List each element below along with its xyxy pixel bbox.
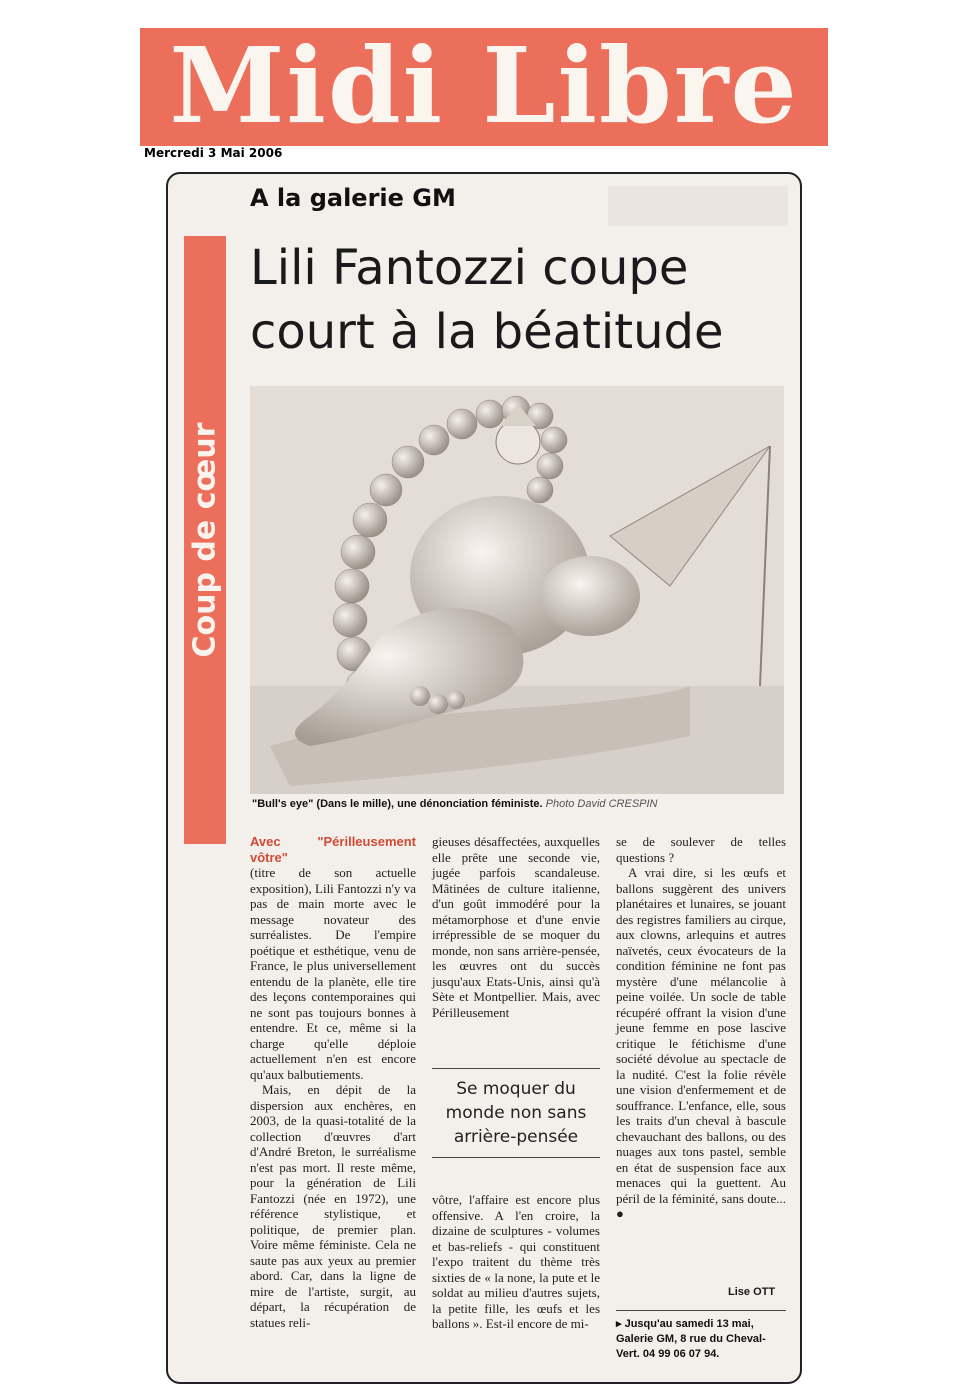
photo-caption <box>252 798 786 810</box>
article-column-3 <box>616 834 786 1222</box>
column-1-paragraph-1: (titre de son actuelle exposition), Lili Fantozzi n'y va pas de main morte avec le message novateur des surréalistes. De l'empire poétique et esthétique, venu de France, le plus universellement entendu de la planète, elle tire des leçons contemporaines qui ne sont pas toujours bonnes à entendre. Et ce, même si la charge qu'elle déploie actuellement n'en est encore qu'aux balbutiements. <box>250 865 416 1082</box>
article-kicker: A la galerie GM <box>250 184 456 212</box>
article-headline: Lili Fantozzi coupe court à la béatitude <box>250 240 724 360</box>
article-column-2-continued <box>432 1192 600 1332</box>
column-3-paragraph-1: se de soulever de telles questions ? <box>616 834 786 865</box>
pull-quote: Se moquer du monde non sans arrière-pensée <box>432 1068 600 1158</box>
article-column-2 <box>432 834 600 1020</box>
column-1-paragraph-2: Mais, en dépit de la dispersion aux enchères, en 2003, de la quasi-totalité de la collection d'œuvres d'art d'André Breton, le surréalisme n'est pas mort. Il reste même, pour la génération de Lili Fantozzi (née en 1972), une référence stylistique, et politique, de premier plan. Voire même féministe. Cela ne saute pas aux yeux au premier abord. Car, dans la ligne de mire de l'artiste, surgit, au départ, la récupération de statues reli- <box>250 1082 416 1330</box>
caption-title: "Bull's eye" (Dans le mille), une dénonciation féministe. <box>252 798 543 810</box>
photo-credit: Photo David CRESPIN <box>545 798 658 810</box>
article-column-1 <box>250 834 416 1330</box>
article-clipping <box>166 172 802 1384</box>
exhibition-info: ▸ Jusqu'au samedi 13 mai, Galerie GM, 8 rue du Cheval-Vert. 04 99 06 07 94. <box>616 1310 786 1362</box>
sculpture-photo-image <box>250 386 784 794</box>
author-signature: Lise OTT <box>728 1286 776 1298</box>
column-3-paragraph-2: A vrai dire, si les œufs et ballons suggèrent des univers planétaires et lunaires, se jouant des registres familiers au cirque, aux clowns, arlequins et autres naïvetés, ceux évocateurs de la condition féminine ne font pas mystère d'une mélancolie à peine voilée. Un socle de table récupéré offrant la vision d'une jeune femme en pose lascive critique le fétichisme d'une société dévolue au spectacle de la nudité. C'est la folie révèle une vision d'enfermement et de souffrance. L'enfance, elle, sous les traits d'un cheval à bascule chevauchant des ballons, ou des nuages aux tons pastel, semble en état de suspension face aux menaces qui la guettent. Au péril de la féminité, sans doute... ● <box>616 865 786 1221</box>
article-photo <box>250 386 784 794</box>
bleed-through <box>608 186 788 226</box>
lead-heading: Avec "Périlleusement vôtre" <box>250 834 416 865</box>
section-label: Coup de cœur <box>187 422 223 658</box>
newspaper-title: Midi Libre <box>169 28 799 146</box>
column-2-continued-paragraph: vôtre, l'affaire est encore plus offensive. A l'en croire, la dizaine de sculptures - volumes et bas-reliefs - qui constituent l'expo traitent du thème très sixties de « la none, la pute et le soldat au milieu d'autres sujets, la petite fille, les œufs et les ballons ». Est-il encore de mi- <box>432 1192 600 1331</box>
column-2-paragraph: gieuses désaffectées, auxquelles elle prête une seconde vie, jugée parfois scandaleuse. Mâtinées de culture italienne, d'un goût immodéré pour la métamorphose et d'une envie irrépressible de se moquer du monde, non sans arrière-pensée, les œuvres ont du succès jusqu'aux Etats-Unis, ainsi qu'à Sète et Montpellier. Mais, avec Périlleusement <box>432 834 600 1020</box>
masthead <box>140 28 828 146</box>
publication-date: Mercredi 3 Mai 2006 <box>144 146 283 160</box>
section-banner <box>184 236 226 844</box>
